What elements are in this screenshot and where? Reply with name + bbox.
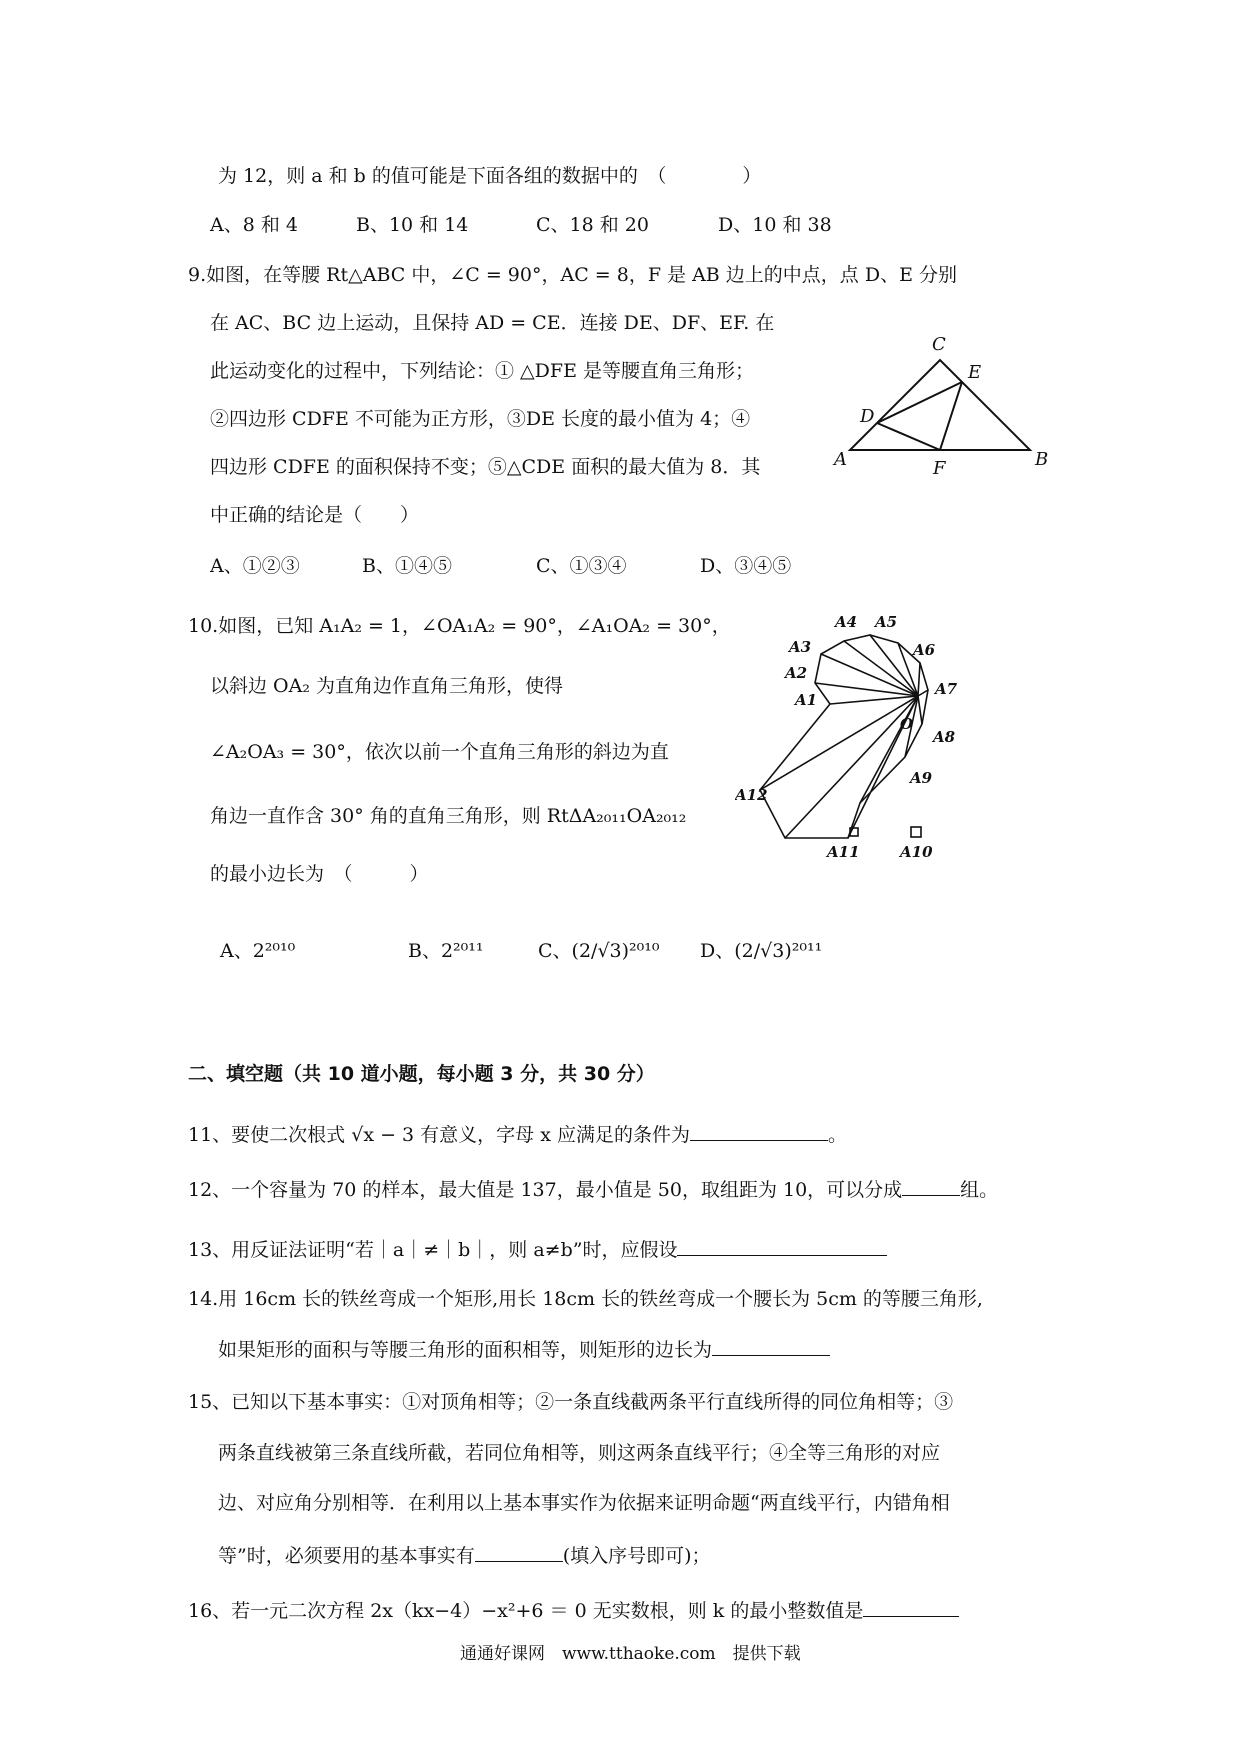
q9-label-e: E xyxy=(968,362,982,383)
q10-option-c: C、(2/√3)²⁰¹⁰ xyxy=(538,940,660,962)
q12-line xyxy=(188,1175,998,1203)
q9-option-d: D、③④⑤ xyxy=(700,555,792,577)
q12-text: 12、一个容量为 70 的样本，最大值是 137，最小值是 50，取组距为 10，可以分成 xyxy=(188,1179,903,1201)
q10-line-4: 角边一直作含 30° 角的直角三角形，则 RtΔA₂₀₁₁OA₂₀₁₂ xyxy=(210,805,687,827)
q13-answer-blank[interactable] xyxy=(677,1235,887,1256)
q10-label-o: O xyxy=(900,715,914,733)
q9-triangle-figure xyxy=(830,330,1060,480)
q14-text: 如果矩形的面积与等腰三角形的面积相等，则矩形的边长为 xyxy=(218,1339,713,1361)
q9-label-a: A xyxy=(834,449,847,470)
page-footer: 通通好课网 www.tthaoke.com 提供下载 xyxy=(460,1644,801,1664)
q12-end: 组。 xyxy=(960,1179,999,1201)
q13-line xyxy=(188,1235,887,1263)
q9-option-c: C、①③④ xyxy=(536,555,627,577)
q8-line: 为 12，则 a 和 b 的值可能是下面各组的数据中的 （ ） xyxy=(218,165,762,187)
q10-label-a4: A4 xyxy=(835,613,858,631)
q10-label-a5: A5 xyxy=(875,613,898,631)
q9-line-1: 9.如图，在等腰 Rt△ABC 中，∠C = 90°，AC = 8，F 是 AB 边上的中点，点 D、E 分别 xyxy=(188,264,957,286)
q16-text: 16、若一元二次方程 2x（kx−4）−x²+6 ＝ 0 无实数根，则 k 的最小整数值是 xyxy=(188,1600,864,1622)
q15-text: 等”时，必须要用的基本事实有 xyxy=(218,1545,475,1567)
q10-label-a9: A9 xyxy=(910,769,933,787)
section-2-title: 二、填空题（共 10 道小题，每小题 3 分，共 30 分） xyxy=(188,1063,655,1085)
q11-line xyxy=(188,1120,847,1148)
q8-option-d: D、10 和 38 xyxy=(718,214,832,236)
q9-line-6: 中正确的结论是（ ） xyxy=(210,504,420,526)
q10-label-a6: A6 xyxy=(913,641,936,659)
q10-label-a3: A3 xyxy=(789,638,812,656)
q10-line-1: 10.如图，已知 A₁A₂ = 1，∠OA₁A₂ = 90°，∠A₁OA₂ = 30°， xyxy=(188,615,731,637)
q10-option-b: B、2²⁰¹¹ xyxy=(408,940,484,962)
q15-line-3: 边、对应角分别相等．在利用以上基本事实作为依据来证明命题“两直线平行，内错角相 xyxy=(218,1492,950,1514)
q15-line-2: 两条直线被第三条直线所截，若同位角相等，则这两条直线平行；④全等三角形的对应 xyxy=(218,1442,941,1464)
q13-text: 13、用反证法证明“若｜a｜≠｜b｜，则 a≠b”时，应假设 xyxy=(188,1239,678,1261)
q8-option-b: B、10 和 14 xyxy=(356,214,469,236)
q16-line xyxy=(188,1596,959,1624)
q15-line-1: 15、已知以下基本事实：①对顶角相等；②一条直线截两条平行直线所得的同位角相等；③ xyxy=(188,1391,954,1413)
q9-option-a: A、①②③ xyxy=(210,555,300,577)
q10-line-5: 的最小边长为 （ ） xyxy=(210,863,429,885)
q9-label-b: B xyxy=(1035,449,1049,470)
q10-line-3: ∠A₂OA₃ = 30°，依次以前一个直角三角形的斜边为直 xyxy=(210,741,669,763)
q9-line-2: 在 AC、BC 边上运动，且保持 AD = CE．连接 DE、DF、EF. 在 xyxy=(210,312,775,334)
q10-option-a: A、2²⁰¹⁰ xyxy=(220,940,296,962)
q10-line-2: 以斜边 OA₂ 为直角边作直角三角形，使得 xyxy=(210,675,563,697)
q9-line-5: 四边形 CDFE 的面积保持不变；⑤△CDE 面积的最大值为 8．其 xyxy=(210,456,761,478)
q15-end: (填入序号即可)； xyxy=(562,1545,711,1567)
q10-label-a12: A12 xyxy=(735,786,768,804)
q10-label-a2: A2 xyxy=(785,664,808,682)
q10-label-a8: A8 xyxy=(933,728,956,746)
q9-label-d: D xyxy=(860,406,875,427)
q10-label-a10: A10 xyxy=(900,843,933,861)
q9-line-3: 此运动变化的过程中，下列结论：① △DFE 是等腰直角三角形； xyxy=(210,360,754,382)
q9-line-4: ②四边形 CDFE 不可能为正方形，③DE 长度的最小值为 4；④ xyxy=(210,408,751,430)
q8-option-c: C、18 和 20 xyxy=(536,214,649,236)
q10-label-a11: A11 xyxy=(827,843,860,861)
q10-label-a7: A7 xyxy=(935,680,958,698)
q11-text: 11、要使二次根式 √x − 3 有意义，字母 x 应满足的条件为 xyxy=(188,1124,690,1146)
q15-answer-blank[interactable] xyxy=(475,1541,563,1562)
q9-label-c: C xyxy=(932,334,946,355)
q10-option-d: D、(2/√3)²⁰¹¹ xyxy=(700,940,823,962)
q10-label-a1: A1 xyxy=(795,691,818,709)
q14-answer-blank[interactable] xyxy=(712,1335,830,1356)
q15-line-4 xyxy=(218,1541,711,1569)
q14-line-1: 14.用 16cm 长的铁丝弯成一个矩形,用长 18cm 长的铁丝弯成一个腰长为 5cm 的等腰三角形, xyxy=(188,1288,983,1310)
q12-answer-blank[interactable] xyxy=(902,1175,960,1196)
q11-answer-blank[interactable] xyxy=(690,1120,828,1141)
q9-option-b: B、①④⑤ xyxy=(362,555,452,577)
q9-label-f: F xyxy=(933,458,946,479)
q14-line-2 xyxy=(218,1335,830,1363)
q11-end: 。 xyxy=(827,1124,847,1146)
q10-spiral-figure xyxy=(735,605,1080,865)
q8-option-a: A、8 和 4 xyxy=(210,214,298,236)
q16-answer-blank[interactable] xyxy=(863,1596,959,1617)
